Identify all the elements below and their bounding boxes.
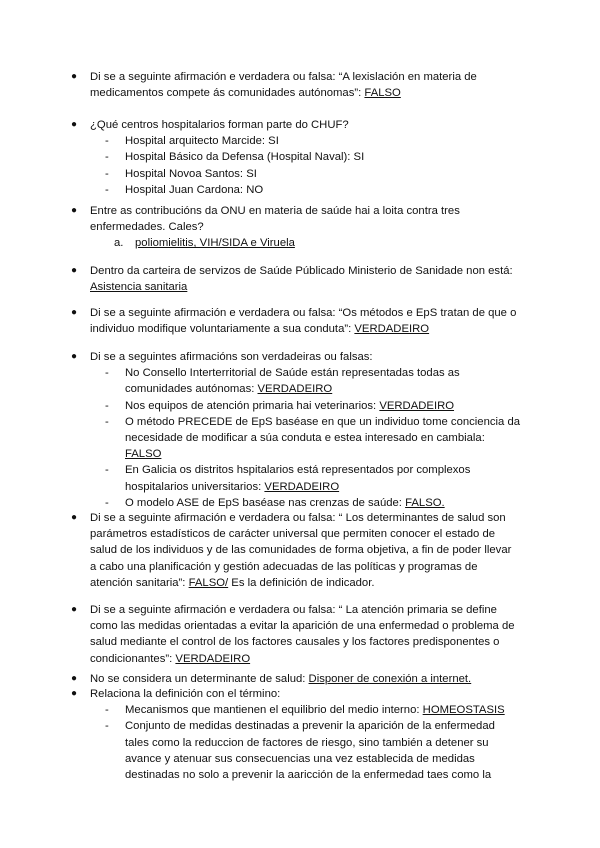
dash-icon: - <box>105 415 109 428</box>
dash-icon: - <box>105 183 109 196</box>
question-3 <box>70 203 520 252</box>
dash-icon: - <box>105 496 109 509</box>
answer: FALSO <box>125 448 162 461</box>
list-item: - O modelo ASE de EpS baséase nas crenzas de saúde: FALSO. <box>90 495 520 511</box>
bullet-icon: ● <box>70 351 78 362</box>
bullet-icon: ● <box>70 688 78 699</box>
question-9 <box>70 671 520 687</box>
dash-icon: - <box>105 151 109 164</box>
dash-icon: - <box>105 135 109 148</box>
answer: Disponer de conexión a internet. <box>308 673 472 685</box>
question-text: ¿Qué centros hospitalarios forman parte do CHUF? <box>90 119 349 131</box>
answer: FALSO <box>364 87 401 100</box>
question-7 <box>70 510 520 591</box>
answer-note: Es la definición de indicador. <box>228 576 375 589</box>
list-item: - Hospital Básico da Defensa (Hospital Naval): SI <box>90 149 520 165</box>
list-item: - O método PRECEDE de EpS baséase en que un individuo tome conciencia da necesidade de modificar a súa conduta e estea interesado en cambiala: FALSO <box>105 415 521 461</box>
list-item: - Conjunto de medidas destinadas a prevenir la aparición de la enfermedad tales como la reduccion de factores de riesgo, sino también a detener su avance y atenuar sus consecuencias una vez establecida de medidas destinadas no solo a prevenir la aaricción de la enfermedad taes como la <box>105 720 495 782</box>
bullet-icon: ● <box>70 307 78 318</box>
dash-icon: - <box>105 720 109 733</box>
list-item: - Hospital Juan Cardona: NO <box>90 182 520 198</box>
answer: poliomielitis, VIH/SIDA e Viruela <box>135 237 295 250</box>
question-8 <box>70 602 520 667</box>
question-text: Dentro da carteira de servizos de Saúde Públicado Ministerio de Sanidade non está: <box>90 265 513 277</box>
list-item: - No Consello Interterritorial de Saúde están representadas todas as comunidades autónomas: VERDADEIRO <box>105 367 460 396</box>
dash-icon: - <box>105 704 109 717</box>
answer: VERDADEIRO <box>354 323 430 336</box>
question-text: Di se a seguinte afirmación e verdadera ou falsa: “ La atención primaria se define como las medidas orientadas a evitar la aparición de una enfermedad o problema de salud mediante el control de los factores causales y los factores predisponentes o condicionantes”: <box>90 604 515 665</box>
answer: Asistencia sanitaria <box>90 281 188 294</box>
question-text: Di se a seguinte afirmación e verdadera ou falsa: “Os métodos e EpS tratan de que o individuo modifique voluntariamente a sua conduta”: <box>90 307 517 336</box>
dash-icon: - <box>105 399 109 412</box>
bullet-icon: ● <box>70 673 78 684</box>
question-10 <box>70 686 520 783</box>
list-item: - Hospital arquitecto Marcide: SI <box>90 133 520 149</box>
question-5 <box>70 305 520 337</box>
question-2 <box>70 117 520 198</box>
bullet-icon: ● <box>70 119 78 130</box>
dash-icon: - <box>105 367 109 380</box>
question-6 <box>70 349 521 511</box>
question-text: Relaciona la definición con el término: <box>90 688 281 700</box>
answer: VERDADEIRO <box>264 480 340 493</box>
bullet-icon: ● <box>70 604 78 615</box>
answer: VERDADEIRO <box>175 652 251 665</box>
list-item: - Hospital Novoa Santos: SI <box>90 166 520 182</box>
question-text: Entre as contribucións da ONU en materia de saúde hai a loita contra tres enfermedades. Cales? <box>90 205 460 234</box>
question-4 <box>70 263 520 295</box>
answer: VERDADEIRO <box>379 399 455 412</box>
list-marker: a. <box>114 237 124 250</box>
bullet-icon: ● <box>70 512 78 523</box>
bullet-icon: ● <box>70 205 78 216</box>
question-text: Di se a seguinte afirmación e verdadera ou falsa: “A lexislación en materia de medicamentos compete ás comunidades autónomas”: <box>90 71 477 100</box>
list-item: - En Galicia os distritos hspitalarios está representados por complexos hospitalarios universitarios: VERDADEIRO <box>105 464 471 493</box>
answer: VERDADEIRO <box>257 383 333 396</box>
list-item: - Nos equipos de atención primaria hai veterinarios: VERDADEIRO <box>90 398 520 414</box>
dash-icon: - <box>105 464 109 477</box>
question-text: No se considera un determinante de salud: <box>90 673 309 685</box>
question-text: Di se a seguinte afirmación e verdadera ou falsa: “ Los determinantes de salud son parámetros estadísticos de carácter universal que permiten conocer el estado de salud de los individuos y de las comunidades de forma objetiva, a fin de poder llevar a cabo una planificación y gestión adecuadas de las políticas y programas de atención sanitaria”: <box>90 512 512 589</box>
bullet-icon: ● <box>70 265 78 276</box>
bullet-icon: ● <box>70 71 78 82</box>
list-item <box>90 235 520 251</box>
question-1 <box>70 69 520 101</box>
dash-icon: - <box>105 167 109 180</box>
answer: HOMEOSTASIS <box>422 704 505 717</box>
answer: FALSO. <box>405 496 445 509</box>
question-text: Di se a seguintes afirmacións son verdadeiras ou falsas: <box>90 351 373 363</box>
list-item: - Mecanismos que mantienen el equilibrio del medio interno: HOMEOSTASIS <box>90 702 520 718</box>
answer: FALSO/ <box>188 576 229 589</box>
